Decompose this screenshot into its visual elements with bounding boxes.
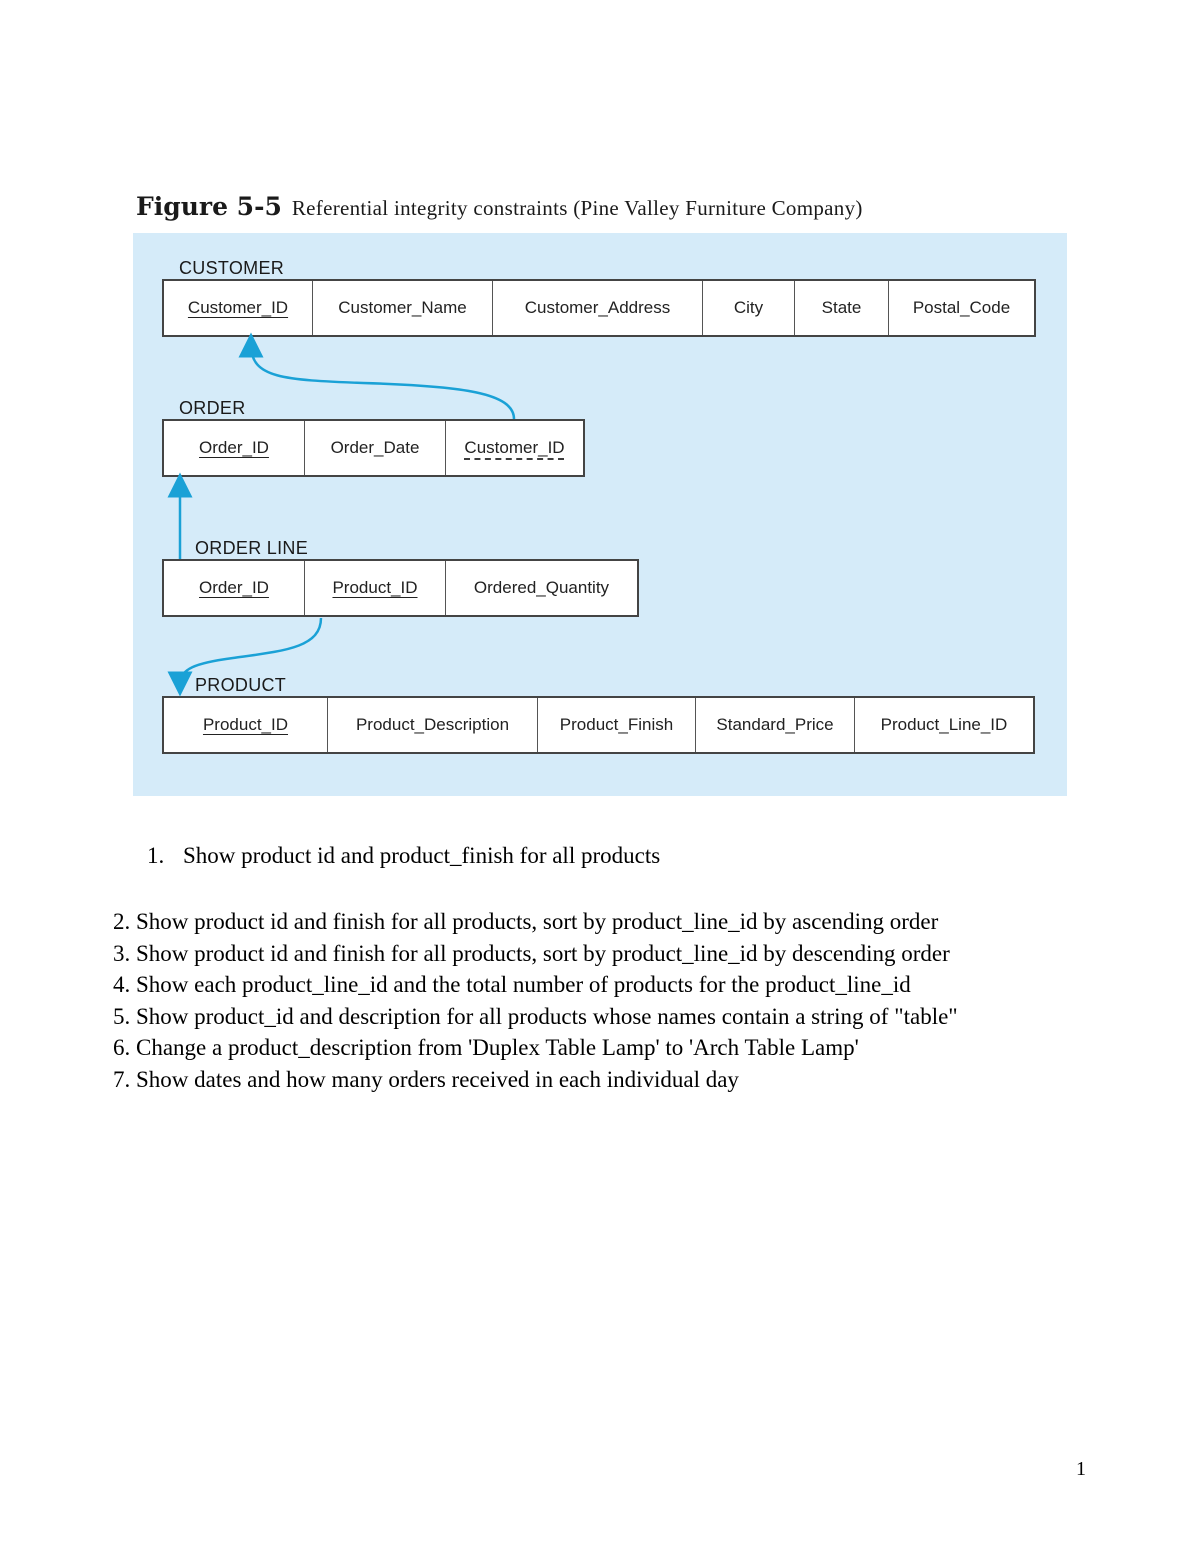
table-name-order-line: ORDER LINE [195, 538, 309, 558]
column-customer-address: Customer_Address [493, 281, 703, 335]
relationship-arrows [133, 233, 1067, 796]
question-6: 6. Change a product_description from 'Duplex Table Lamp' to 'Arch Table Lamp' [113, 1035, 859, 1060]
column-order-date: Order_Date [305, 421, 446, 475]
question-5: 5. Show product_id and description for all products whose names contain a string of "table" [113, 1003, 958, 1029]
column-customer-id: Customer_ID [164, 281, 313, 335]
question-list [113, 906, 1073, 1095]
question-3: 3. Show product id and finish for all products, sort by product_line_id by descending order [113, 940, 950, 966]
column-product-line-id: Product_Line_ID [880, 715, 1008, 734]
column-customer-name: Customer_Name [313, 281, 493, 335]
column-orderline-order-id: Order_ID [164, 561, 305, 615]
er-diagram [133, 233, 1067, 796]
table-name-order: ORDER [179, 398, 246, 418]
arrow-orderline-to-product [180, 618, 321, 684]
question-7: 7. Show dates and how many orders received in each individual day [113, 1066, 739, 1092]
figure-title [136, 192, 863, 221]
column-state: State [795, 281, 889, 335]
question-1-number: 1. [147, 843, 165, 868]
question-4: 4. Show each product_line_id and the total number of products for the product_line_id [113, 972, 911, 997]
figure-number: Figure 5-5 [136, 192, 282, 221]
column-product-id: Product_ID [164, 698, 328, 752]
column-order-customer-id: Customer_ID [464, 438, 565, 457]
column-product-description: Product_Description [328, 698, 538, 752]
question-1 [147, 843, 660, 869]
figure-caption: Referential integrity constraints (Pine Valley Furniture Company) [291, 196, 863, 220]
column-ordered-quantity: Ordered_Quantity [473, 578, 610, 597]
column-standard-price: Standard_Price [696, 698, 855, 752]
page-number: 1 [1076, 1458, 1086, 1480]
table-name-customer: CUSTOMER [179, 258, 285, 278]
column-orderline-product-id: Product_ID [305, 561, 446, 615]
table-name-product: PRODUCT [195, 675, 287, 695]
column-city: City [703, 281, 795, 335]
column-order-id: Order_ID [164, 421, 305, 475]
column-product-finish: Product_Finish [538, 698, 696, 752]
question-1-text: Show product id and product_finish for all products [183, 843, 661, 868]
column-postal-code: Postal_Code [912, 298, 1011, 317]
question-2: 2. Show product id and finish for all products, sort by product_line_id by ascending order [113, 909, 939, 934]
arrow-order-to-customer [251, 345, 514, 419]
